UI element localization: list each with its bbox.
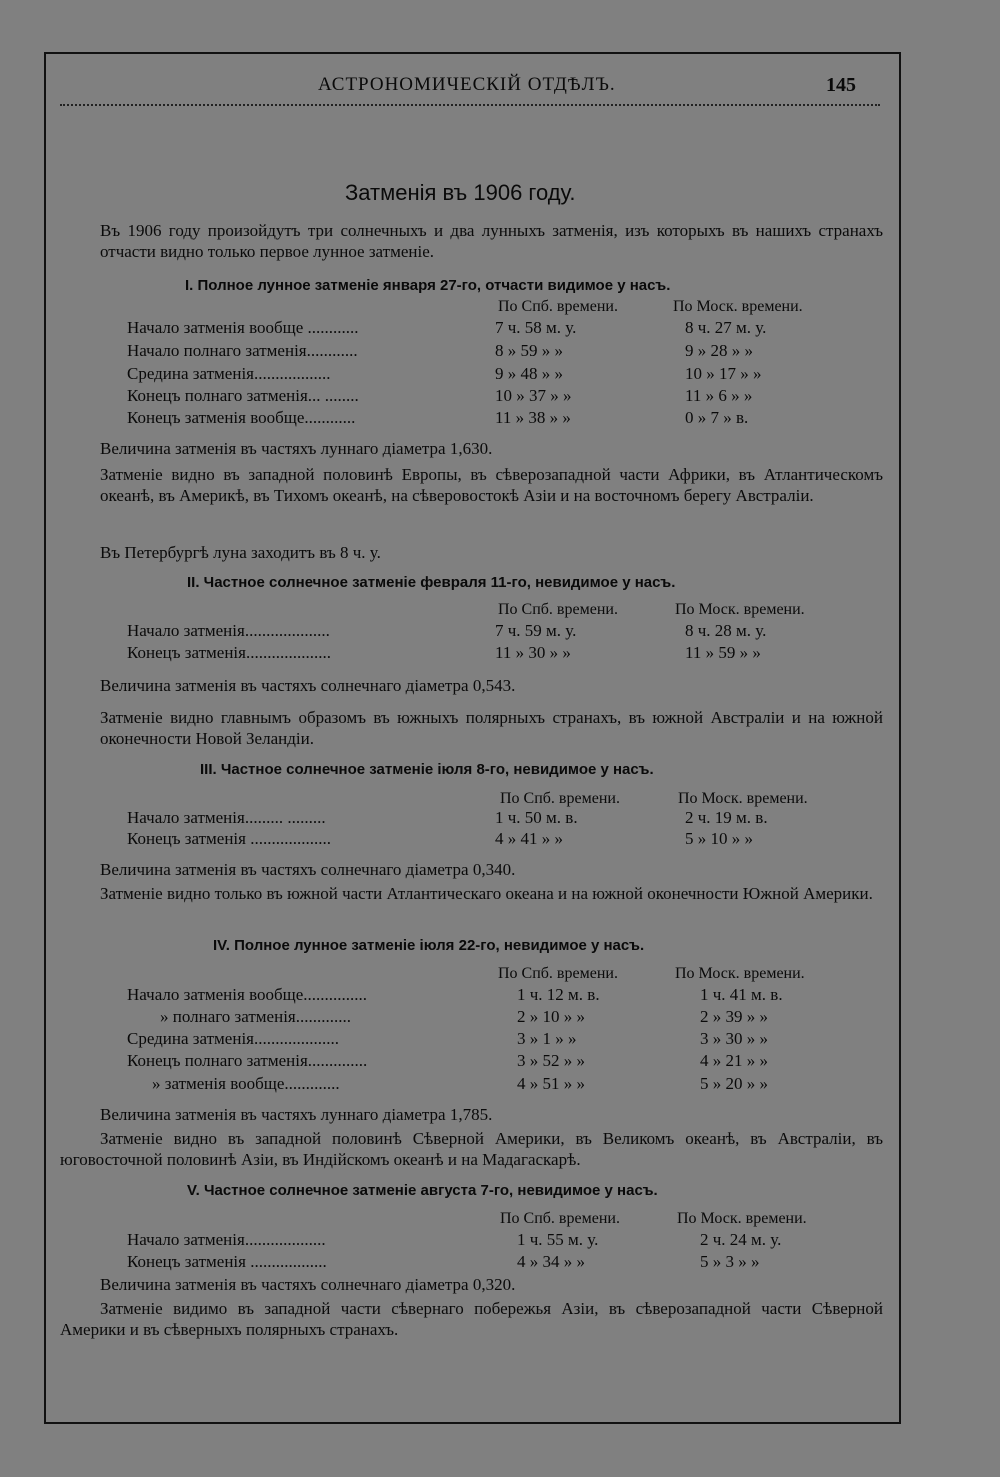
row-label: Начало затменія вообще ............ [127, 318, 359, 337]
note-paragraph: Затменіе видно главнымъ образомъ въ южныхъ полярныхъ странахъ, въ южной Австраліи и на южной оконечности Новой Зеландіи. [100, 708, 883, 748]
spb-time: 3 » 1 » » [517, 1029, 577, 1048]
msk-time: 3 » 30 » » [700, 1029, 768, 1048]
table-row [0, 1051, 1000, 1073]
note-paragraph: Величина затменія въ частяхъ солнечнаго діаметра 0,320. [100, 1275, 516, 1294]
column-header-spb: По Спб. времени. [498, 965, 618, 982]
column-header-msk: По Моск. времени. [677, 1210, 807, 1227]
table-row [0, 386, 1000, 408]
note-paragraph: Затменіе видно въ западной половинѣ Европы, въ сѣверозападной части Африки, въ Атлантическомъ океанѣ, въ Америкѣ, въ Тихомъ океанѣ, на сѣверовостокѣ Азіи и на восточномъ берегу Австраліи. [100, 465, 883, 505]
table-row [0, 1230, 1000, 1252]
page-title: Затменія въ 1906 году. [345, 180, 576, 205]
spb-time: 2 » 10 » » [517, 1007, 585, 1026]
spb-time: 8 » 59 » » [495, 341, 563, 360]
note-paragraph: Затменіе видно въ западной половинѣ Сѣверной Америки, въ Великомъ океанѣ, въ Австраліи, въ юговосточной половинѣ Азіи, въ Индійскомъ океанѣ и на Мадагаскарѣ. [60, 1129, 883, 1169]
row-label: » затменія вообще............. [152, 1074, 340, 1093]
spb-time: 10 » 37 » » [495, 386, 572, 405]
msk-time: 8 ч. 28 м. у. [685, 621, 767, 640]
note-paragraph: Величина затменія въ частяхъ солнечнаго діаметра 0,340. [100, 860, 516, 879]
row-label: Конецъ затменія .................. [127, 1252, 327, 1271]
table-row [0, 1074, 1000, 1096]
column-header-spb: По Спб. времени. [498, 298, 618, 315]
table-row [0, 318, 1000, 340]
msk-time: 11 » 59 » » [685, 643, 761, 662]
spb-time: 1 ч. 50 м. в. [495, 808, 578, 827]
note-paragraph: Затменіе видно только въ южной части Атлантическаго океана и на южной оконечности Южной Америки. [100, 884, 873, 903]
note-paragraph: Величина затменія въ частяхъ луннаго діаметра 1,785. [100, 1105, 493, 1124]
msk-time: 0 » 7 » в. [685, 408, 749, 427]
msk-time: 10 » 17 » » [685, 364, 762, 383]
table-row [0, 985, 1000, 1007]
spb-time: 4 » 41 » » [495, 829, 563, 848]
row-label: Начало затменія.................... [127, 621, 330, 640]
table-row [0, 408, 1000, 430]
spb-time: 1 ч. 55 м. у. [517, 1230, 599, 1249]
note-paragraph: Въ Петербургѣ луна заходитъ въ 8 ч. у. [100, 543, 381, 562]
row-label: Начало затменія вообще............... [127, 985, 368, 1004]
spb-time: 11 » 30 » » [495, 643, 571, 662]
page-number: 145 [826, 74, 856, 96]
note-paragraph: Величина затменія въ частяхъ солнечнаго діаметра 0,543. [100, 676, 516, 695]
row-label: Средина затменія.................. [127, 364, 331, 383]
spb-time: 7 ч. 59 м. у. [495, 621, 577, 640]
msk-time: 8 ч. 27 м. у. [685, 318, 767, 337]
column-header-msk: По Моск. времени. [675, 965, 805, 982]
msk-time: 2 ч. 24 м. у. [700, 1230, 782, 1249]
msk-time: 2 ч. 19 м. в. [685, 808, 768, 827]
msk-time: 1 ч. 41 м. в. [700, 985, 783, 1004]
msk-time: 5 » 20 » » [700, 1074, 768, 1093]
running-title: АСТРОНОМИЧЕСКІЙ ОТДѢЛЪ. [318, 74, 616, 95]
msk-time: 11 » 6 » » [685, 386, 753, 405]
msk-time: 2 » 39 » » [700, 1007, 768, 1026]
column-header-msk: По Моск. времени. [673, 298, 803, 315]
column-header-spb: По Спб. времени. [500, 1210, 620, 1227]
table-row [0, 1007, 1000, 1029]
row-label: Начало затменія................... [127, 1230, 326, 1249]
row-label: Конецъ полнаго затменія.............. [127, 1051, 368, 1070]
section-heading: V. Частное солнечное затменіе августа 7-го, невидимое у насъ. [187, 1182, 658, 1199]
row-label: Конецъ затменія вообще............ [127, 408, 356, 427]
row-label: Конецъ затменія ................... [127, 829, 331, 848]
section-heading: I. Полное лунное затменіе января 27-го, отчасти видимое у насъ. [185, 277, 671, 294]
spb-time: 4 » 34 » » [517, 1252, 585, 1271]
spb-time: 11 » 38 » » [495, 408, 571, 427]
spb-time: 1 ч. 12 м. в. [517, 985, 600, 1004]
row-label: Средина затменія.................... [127, 1029, 339, 1048]
row-label: Конецъ затменія.................... [127, 643, 331, 662]
table-row [0, 1252, 1000, 1274]
section-heading: IV. Полное лунное затменіе іюля 22-го, невидимое у насъ. [213, 937, 645, 954]
column-header-msk: По Моск. времени. [675, 601, 805, 618]
column-header-spb: По Спб. времени. [498, 601, 618, 618]
section-heading: III. Частное солнечное затменіе іюля 8-го, невидимое у насъ. [200, 761, 654, 778]
column-header-msk: По Моск. времени. [678, 790, 808, 807]
table-row [0, 808, 1000, 830]
spb-time: 4 » 51 » » [517, 1074, 585, 1093]
table-row [0, 364, 1000, 386]
row-label: » полнаго затменія............. [160, 1007, 351, 1026]
msk-time: 9 » 28 » » [685, 341, 753, 360]
table-row [0, 1029, 1000, 1051]
intro-paragraph: Въ 1906 году произойдутъ три солнечныхъ и два лунныхъ затменія, изъ которыхъ въ нашихъ странахъ отчасти видно только первое лунное затменіе. [100, 221, 883, 261]
note-paragraph: Затменіе видимо въ западной части сѣвернаго побережья Азіи, въ сѣверозападной части Сѣверной Америки и въ сѣверныхъ полярныхъ странахъ. [60, 1299, 883, 1339]
row-label: Начало затменія......... ......... [127, 808, 326, 827]
spb-time: 9 » 48 » » [495, 364, 563, 383]
table-row [0, 643, 1000, 665]
table-row [0, 829, 1000, 851]
row-label: Конецъ полнаго затменія... ........ [127, 386, 359, 405]
msk-time: 4 » 21 » » [700, 1051, 768, 1070]
note-paragraph: Величина затменія въ частяхъ луннаго діаметра 1,630. [100, 439, 493, 458]
section-heading: II. Частное солнечное затменіе февраля 11-го, невидимое у насъ. [187, 574, 676, 591]
row-label: Начало полнаго затменія............ [127, 341, 358, 360]
msk-time: 5 » 10 » » [685, 829, 753, 848]
table-row [0, 621, 1000, 643]
table-row [0, 341, 1000, 363]
spb-time: 7 ч. 58 м. у. [495, 318, 577, 337]
column-header-spb: По Спб. времени. [500, 790, 620, 807]
header-rule [60, 104, 880, 106]
spb-time: 3 » 52 » » [517, 1051, 585, 1070]
msk-time: 5 » 3 » » [700, 1252, 760, 1271]
